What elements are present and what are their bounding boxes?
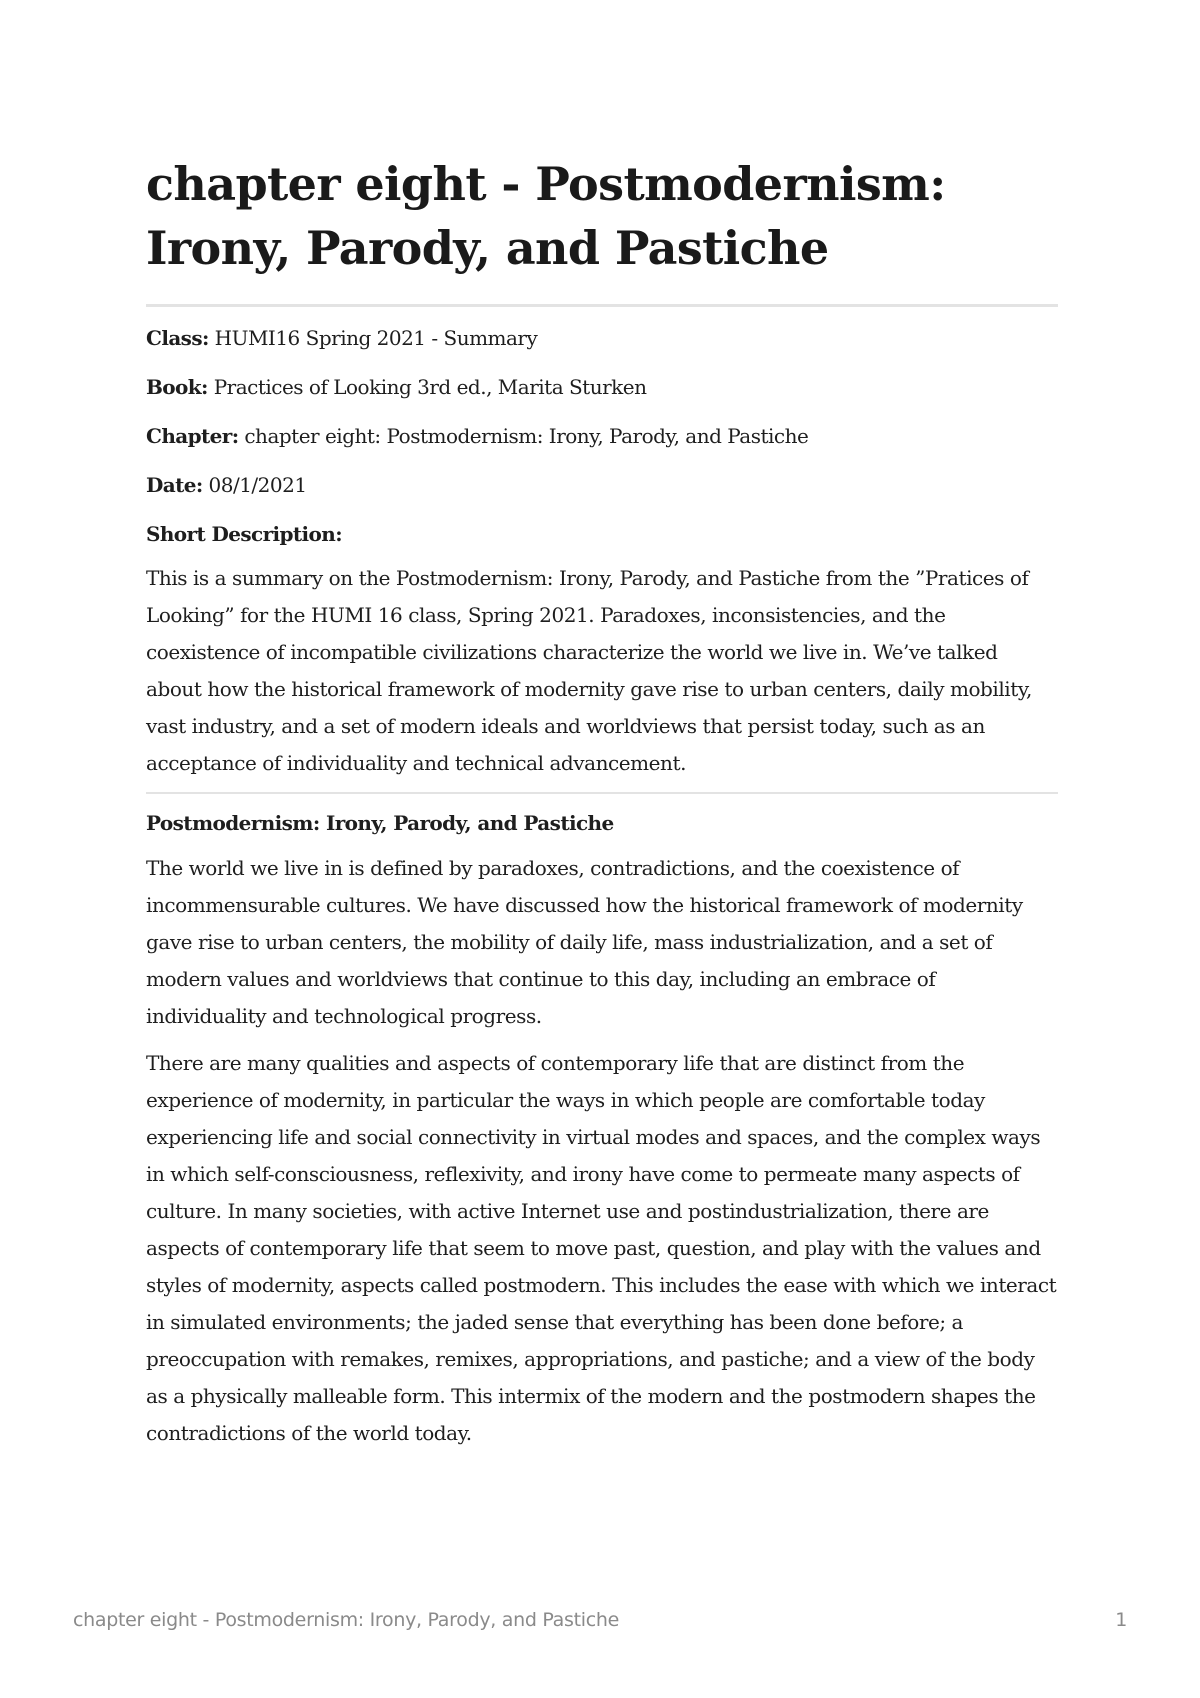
meta-book-value: Practices of Looking 3rd ed., Marita Sturken [213,375,647,399]
section-heading: Postmodernism: Irony, Parody, and Pastiche [146,811,614,835]
short-description-text: This is a summary on the Postmodernism: Irony, Parody, and Pastiche from the ”Pratices of Looking” for the HUMI 16 class, Spring 2021. Paradoxes, inconsistencies, and the coexistence of incompatible civilizations characterize the world we live in. We’ve talked about how the historical framework of modernity gave rise to urban centers, daily mobility, vast industry, and a set of modern ideals and worldviews that persist today, such as an acceptance of individuality and technical advancement. [146,566,1032,775]
meta-short-description [146,521,1058,547]
body-paragraph-1: The world we live in is defined by paradoxes, contradictions, and the coexistence of incommensurable cultures. We have discussed how the historical framework of modernity gave rise to urban centers, the mobility of daily life, mass industrialization, and a set of modern values and worldviews that continue to this day, including an embrace of individuality and technological progress. [146,856,1023,1028]
meta-short-description-label: Short Description: [146,522,342,546]
meta-class-label: Class: [146,326,209,350]
meta-date-value: 08/1/2021 [208,473,307,497]
meta-book-label: Book: [146,375,208,399]
page-title [146,152,1058,280]
meta-date [146,472,1058,498]
footer-title: chapter eight - Postmodernism: Irony, Parody, and Pastiche [73,1609,619,1631]
meta-chapter-value: chapter eight: Postmodernism: Irony, Parody, and Pastiche [244,424,809,448]
footer-page-number: 1 [1115,1609,1127,1631]
page-footer [73,1609,1127,1639]
section-divider [146,792,1058,794]
meta-date-label: Date: [146,473,203,497]
title-divider [146,304,1058,307]
meta-class [146,325,1058,351]
page-title-line-2: Irony, Parody, and Pastiche [146,221,829,275]
meta-chapter [146,423,1058,449]
meta-book [146,374,1058,400]
body-paragraph-2: There are many qualities and aspects of contemporary life that are distinct from the experience of modernity, in particular the ways in which people are comfortable today experiencing life and social connectivity in virtual modes and spaces, and the complex ways in which self-consciousness, reflexivity, and irony have come to permeate many aspects of culture. In many societies, with active Internet use and postindustrialization, there are aspects of contemporary life that seem to move past, question, and play with the values and styles of modernity, aspects called postmodern. This includes the ease with which we interact in simulated environments; the jaded sense that everything has been done before; a preoccupation with remakes, remixes, appropriations, and pastiche; and a view of the body as a physically malleable form. This intermix of the modern and the postmodern shapes the contradictions of the world today. [146,1051,1057,1445]
meta-chapter-label: Chapter: [146,424,239,448]
document-page [146,152,1058,1452]
page-title-line-1: chapter eight - Postmodernism: [146,157,946,211]
metadata-block [146,325,1058,547]
meta-class-value: HUMI16 Spring 2021 - Summary [214,326,538,350]
